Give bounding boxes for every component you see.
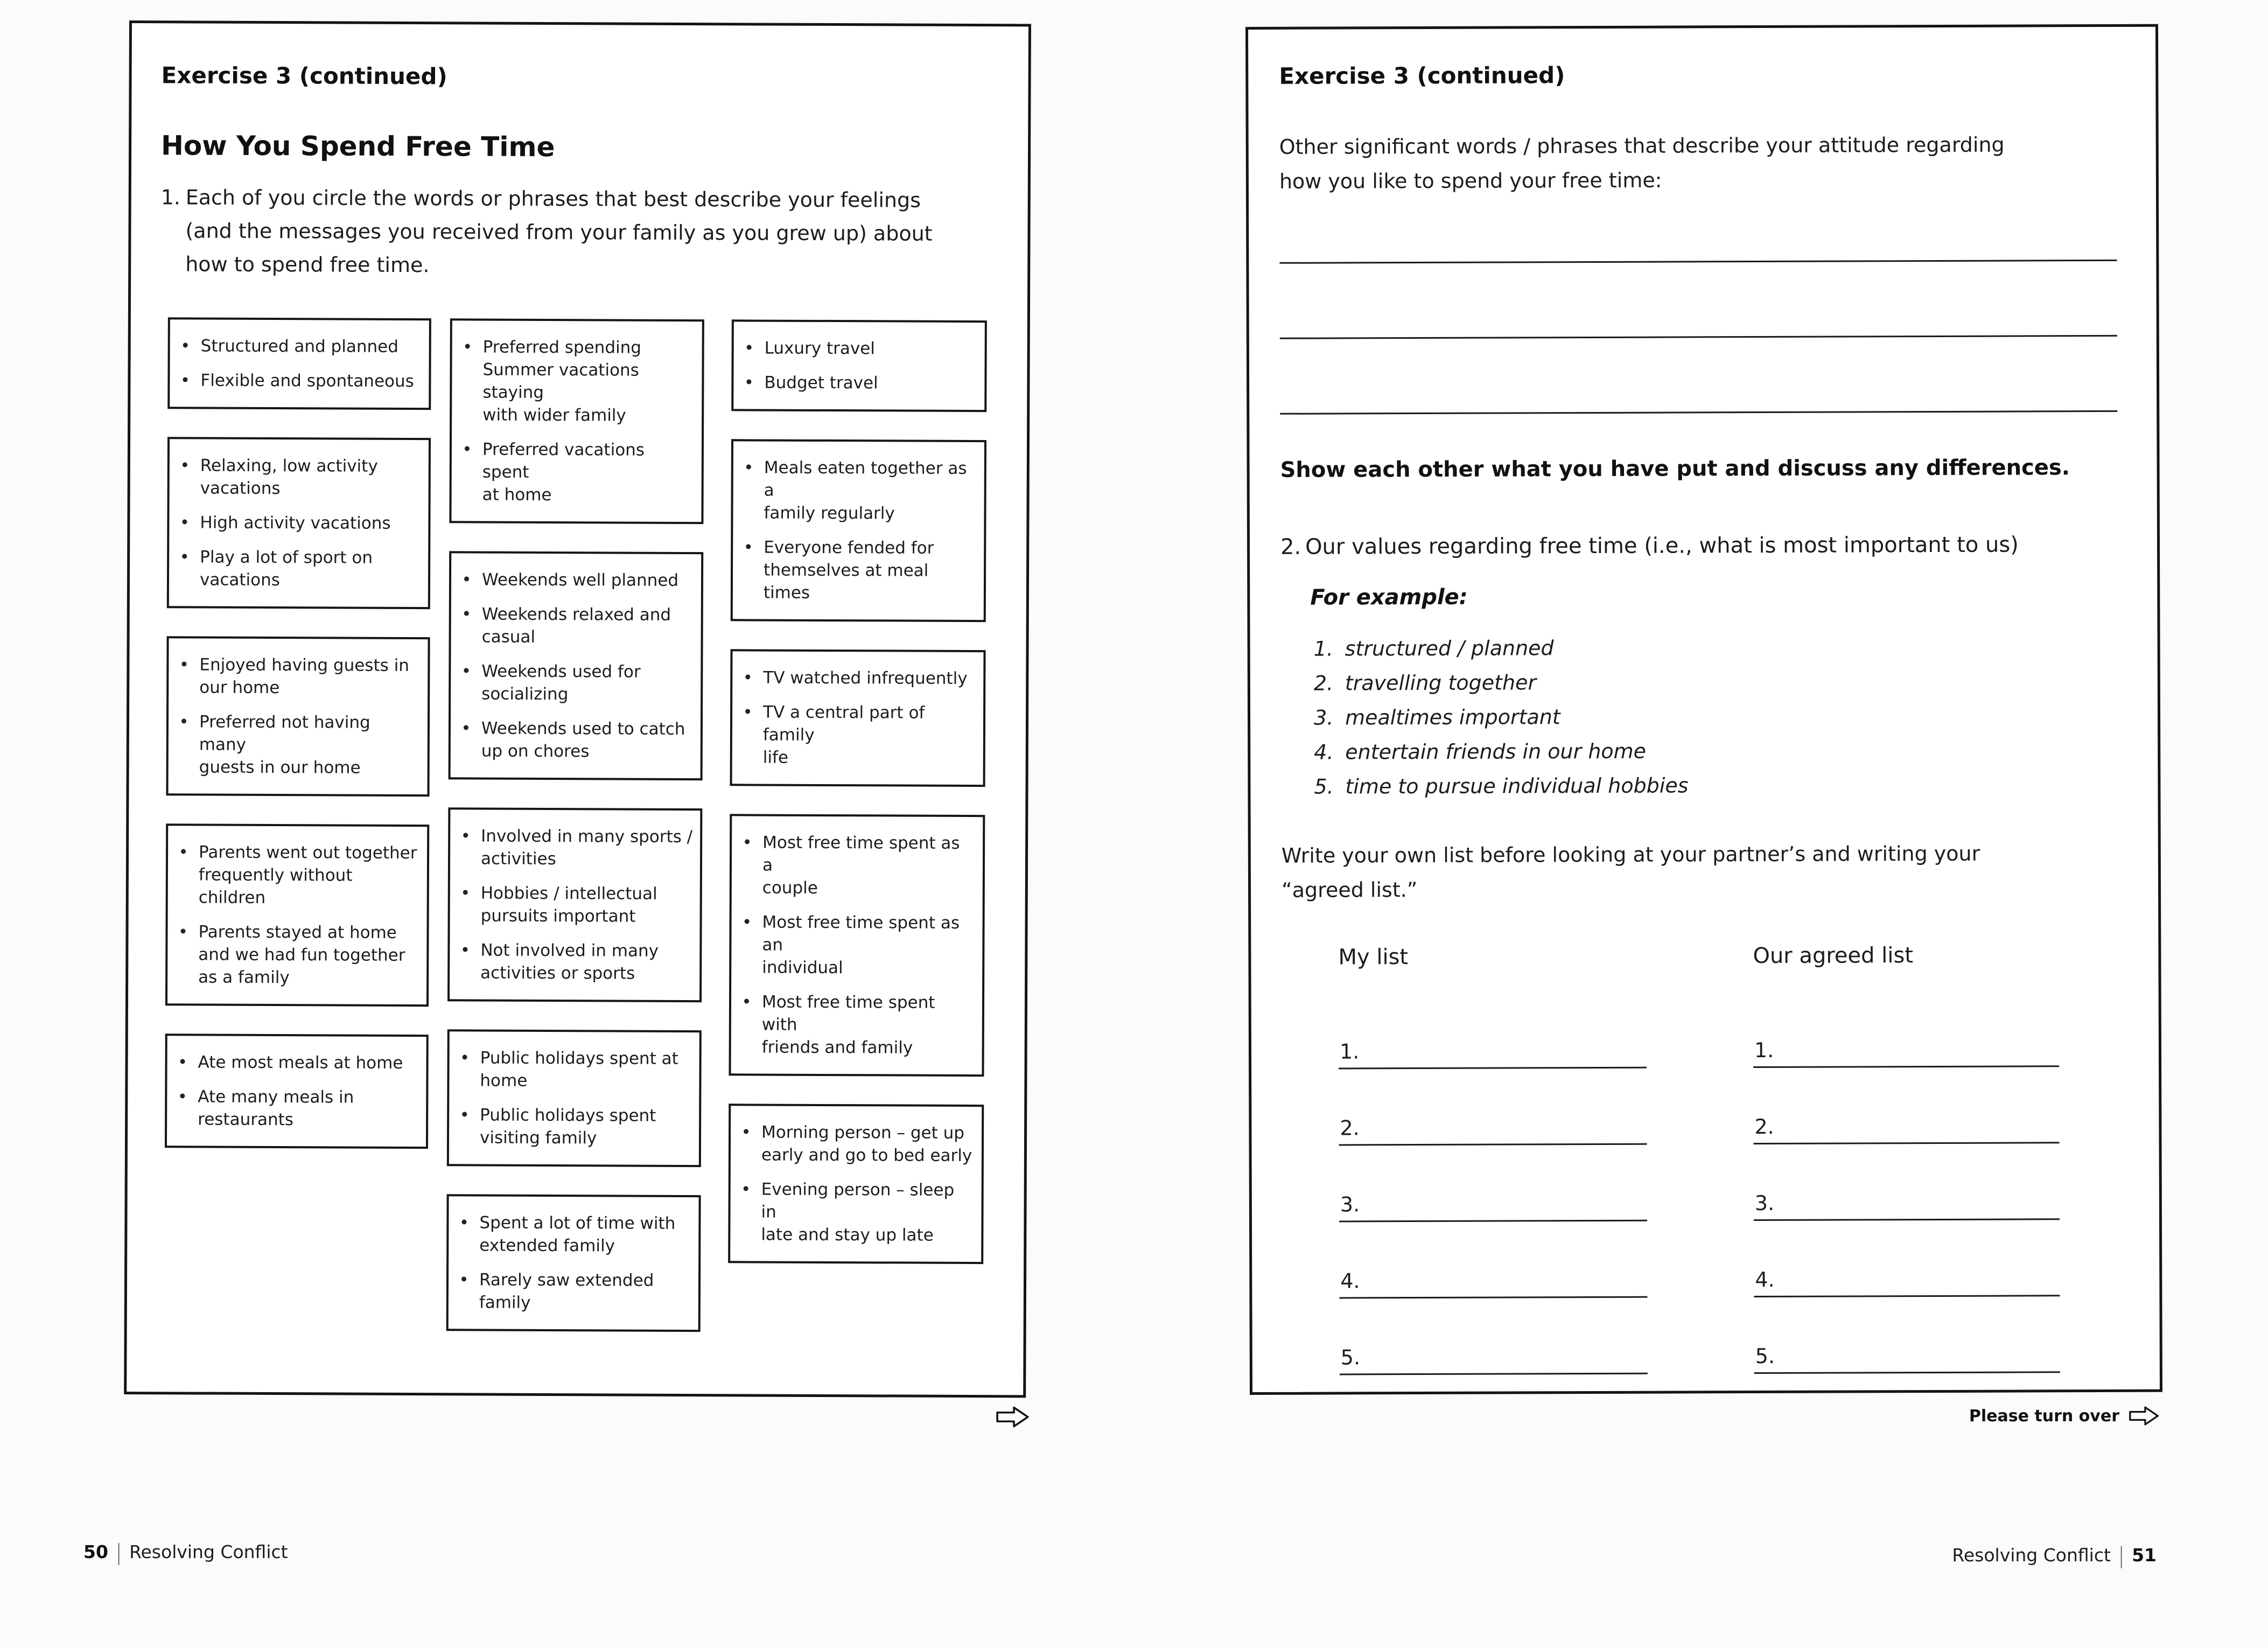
example-number: 2. [1313,671,1334,695]
blank-row-number: 4. [1340,1269,1360,1293]
word-phrase-option[interactable] [167,920,419,989]
word-phrase-text: TV a central part of family life [762,702,925,767]
word-box [728,1104,984,1264]
bullet-icon [464,576,469,581]
blank-fill-line[interactable] [1753,1065,2059,1068]
agreed-list-label: Our agreed list [1753,943,1914,969]
word-phrase-text: Play a lot of sport on vacations [199,547,373,590]
item2-number: 2. [1280,534,1301,560]
word-box [731,439,986,622]
writing-lines-group [1248,27,2155,30]
bullet-icon [464,611,469,616]
word-phrase-option[interactable] [733,371,977,395]
item2-line [1280,532,2145,560]
example-item [1314,773,1688,809]
blank-row-number: 2. [1340,1116,1360,1140]
instruction-line: Each of you circle the words or phrases that best describe your feelings [185,185,921,212]
word-phrase-text: Structured and planned [200,336,398,357]
bullet-icon [746,544,751,549]
blank-writing-line[interactable] [1280,410,2117,415]
word-box [166,636,430,797]
word-box [730,649,986,787]
example-item [1314,739,1688,774]
item2-text: Our values regarding free time (i.e., what is most important to us) [1305,532,2019,560]
word-box [447,1029,702,1167]
word-phrase-text: Parents went out together frequently without children [198,842,417,907]
word-box [167,437,431,609]
blank-fill-line[interactable] [1339,1143,1647,1146]
word-phrase-text: TV watched infrequently [763,668,968,688]
word-phrase-option[interactable] [450,939,692,985]
word-phrase-text: Weekends used to catch up on chores [481,718,685,762]
example-number: 1. [1313,637,1333,661]
word-phrase-option[interactable] [169,653,420,700]
write-own-line: Write your own list before looking at your partner’s and writing your [1281,841,1980,868]
word-box [449,551,704,780]
bullet-icon [463,833,468,837]
left-page-title: How You Spend Free Time [160,130,555,163]
blank-row-number: 5. [1755,1344,1775,1368]
bullet-icon [745,674,750,679]
right-page-header: Exercise 3 (continued) [1279,62,1565,89]
intro-paragraph [1279,127,2119,199]
example-item [1314,670,1688,706]
left-page [124,20,1031,1398]
word-phrase-option[interactable] [168,841,419,910]
word-phrase-text: Budget travel [764,373,878,393]
blank-fill-line[interactable] [1754,1218,2060,1221]
blank-row-number: 2. [1754,1114,1774,1139]
footer-separator: | [2118,1542,2125,1568]
bullet-icon [461,1219,466,1224]
word-phrase-text: Evening person – sleep in late and stay up late [761,1179,955,1245]
bullet-icon [464,668,468,673]
word-phrase-option[interactable] [731,1121,974,1167]
word-phrase-text: Preferred not having many guests in our home [199,712,370,778]
word-box [167,317,431,410]
word-phrase-option[interactable] [449,1268,691,1315]
word-phrase-option[interactable] [169,710,420,779]
blank-fill-line[interactable] [1340,1373,1648,1375]
left-page-number: 50 [83,1541,108,1562]
word-phrase-option[interactable] [451,660,693,706]
word-box [449,318,704,524]
word-phrase-text: Spent a lot of time with extended family [479,1213,676,1256]
word-phrase-text: Most free time spent with friends and family [761,992,935,1058]
word-phrase-text: Ate most meals at home [198,1052,403,1073]
word-phrase-text: Not involved in many activities or sports [480,940,659,983]
word-phrase-option[interactable] [169,511,421,535]
word-phrase-text: Relaxing, low activity vacations [200,456,378,499]
word-phrase-text: Weekends used for socializing [481,661,641,704]
word-phrase-option[interactable] [451,717,693,763]
word-column-3 [728,319,987,1264]
bullet-icon [744,1129,748,1134]
my-list-rows [1339,1017,1648,1401]
please-turn-over [1969,1405,2160,1427]
word-phrase-option[interactable] [449,1046,691,1093]
example-text: entertain friends in our home [1345,739,1647,764]
word-phrase-text: Weekends well planned [481,570,679,590]
blank-list-row [1340,1323,1648,1401]
word-box [165,1034,429,1149]
word-phrase-grid [131,317,1027,1312]
word-box [165,823,429,1007]
word-phrase-option[interactable] [733,456,976,525]
left-page-header: Exercise 3 (continued) [161,62,447,90]
blank-writing-line[interactable] [1280,335,2117,339]
bullet-icon [183,377,187,382]
blank-writing-line[interactable] [1279,260,2117,264]
blank-row-number: 3. [1340,1192,1360,1217]
word-phrase-option[interactable] [732,666,976,690]
word-box [729,814,985,1077]
example-text: time to pursue individual hobbies [1345,773,1689,799]
word-phrase-text: Enjoyed having guests in our home [199,655,409,698]
bullet-icon [463,890,468,895]
bullet-icon [463,1055,467,1059]
example-number: 5. [1314,774,1334,799]
bullet-icon [462,1112,467,1116]
bullet-icon [744,998,749,1003]
word-phrase-option[interactable] [170,454,421,500]
blank-list-row [1754,1245,2060,1323]
word-phrase-text: Most free time spent as an individual [762,912,960,978]
word-phrase-option[interactable] [170,334,422,358]
word-phrase-text: Meals eaten together as a family regularly [764,458,967,523]
word-phrase-option[interactable] [450,882,692,928]
word-phrase-option[interactable] [167,1051,418,1074]
bullet-icon [745,839,750,844]
word-column-1 [165,317,431,1149]
blank-row-number: 1. [1339,1039,1360,1064]
bullet-icon [746,379,751,384]
bullet-icon [465,344,470,348]
bullet-icon [181,718,186,723]
word-phrase-option[interactable] [169,546,421,592]
bullet-icon [746,464,751,469]
right-page-number: 51 [2132,1545,2157,1566]
blank-row-number: 4. [1755,1267,1775,1292]
left-footer [83,1539,288,1565]
bullet-icon [183,462,187,467]
bullet-icon [181,661,186,666]
example-text: mealtimes important [1345,705,1560,730]
word-phrase-option[interactable] [452,438,694,507]
blank-list-row [1339,1017,1647,1095]
blank-fill-line[interactable] [1339,1296,1647,1299]
intro-line: how you like to spend your free time: [1279,168,1662,193]
word-box [731,319,987,412]
bullet-icon [464,725,468,730]
bullet-icon [181,849,186,854]
word-phrase-option[interactable] [730,1178,974,1247]
word-phrase-option[interactable] [732,831,975,900]
next-page-arrow-icon [995,1405,1031,1429]
example-number: 4. [1314,740,1334,764]
bullet-icon [463,947,467,952]
word-phrase-option[interactable] [734,337,977,360]
word-phrase-text: Flexible and spontaneous [200,371,414,392]
word-phrase-text: Luxury travel [764,338,875,359]
intro-line: Other significant words / phrases that describe your attitude regarding [1279,132,2005,159]
word-phrase-text: Most free time spent as a couple [762,833,960,898]
blank-list-row [1339,1170,1647,1248]
bullet-icon [744,1186,748,1191]
agreed-list-rows [1753,1016,2060,1399]
word-phrase-option[interactable] [733,536,976,605]
blank-fill-line[interactable] [1754,1295,2060,1297]
footer-separator: | [115,1539,122,1565]
word-phrase-text: Parents stayed at home and we had fun together as a family [198,922,405,988]
blank-fill-line[interactable] [1754,1142,2060,1144]
word-phrase-option[interactable] [450,825,692,871]
example-number: 3. [1313,706,1334,730]
bullet-icon [180,1093,185,1098]
bullet-icon [747,345,752,350]
word-phrase-option[interactable] [731,990,975,1059]
example-item [1314,704,1688,740]
word-phrase-text: Preferred spending Summer vacations staying with wider family [482,337,642,425]
turn-over-arrow-icon [2128,1405,2160,1427]
example-text: structured / planned [1345,636,1554,661]
word-phrase-option[interactable] [167,1085,418,1132]
right-page [1245,24,2162,1395]
word-phrase-text: Everyone fended for themselves at meal times [763,537,934,603]
bullet-icon [180,928,185,933]
right-footer-title: Resolving Conflict [1952,1545,2111,1566]
blank-fill-line[interactable] [1339,1220,1647,1223]
blank-fill-line[interactable] [1339,1067,1647,1070]
word-phrase-text: Weekends relaxed and casual [481,604,671,647]
word-phrase-text: Morning person – get up early and go to bed early [761,1122,972,1166]
bullet-icon [183,343,188,347]
word-phrase-option[interactable] [452,336,695,427]
blank-list-row [1754,1322,2060,1399]
instruction-paragraph [160,180,1031,284]
word-phrase-option[interactable] [731,911,975,980]
blank-row-number: 1. [1754,1038,1774,1063]
bullet-icon [745,709,750,714]
word-phrase-text: Involved in many sports / activities [480,826,693,869]
word-phrase-option[interactable] [451,568,694,592]
word-phrase-text: Public holidays spent visiting family [479,1105,656,1148]
word-phrase-option[interactable] [732,701,976,770]
left-footer-title: Resolving Conflict [129,1541,288,1562]
bullet-icon [745,919,750,924]
write-own-line: “agreed list.” [1281,878,1418,902]
blank-list-row [1339,1247,1647,1324]
word-phrase-text: Public holidays spent at home [480,1048,678,1091]
blank-fill-line[interactable] [1754,1371,2060,1374]
example-item [1314,636,1688,671]
word-box [446,1194,701,1332]
bullet-icon [465,446,470,451]
word-phrase-text: Preferred vacations spent at home [482,439,645,505]
instruction-number: 1. [160,185,181,210]
example-text: travelling together [1345,671,1537,695]
word-phrase-option[interactable] [449,1104,691,1150]
word-phrase-text: Hobbies / intellectual pursuits important [480,883,657,926]
for-example-label: For example: [1310,584,1468,610]
instruction-line: how to spend free time. [185,252,430,277]
word-phrase-option[interactable] [449,1211,691,1258]
bullet-icon [182,554,187,558]
blank-list-row [1339,1094,1647,1171]
word-box [447,807,702,1002]
please-turn-over-label: Please turn over [1969,1406,2119,1426]
bullet-icon [182,519,187,524]
word-phrase-text: Rarely saw extended family [479,1270,654,1312]
bullet-icon [180,1059,185,1064]
write-own-paragraph [1282,836,2122,907]
word-phrase-text: High activity vacations [200,513,391,533]
word-phrase-option[interactable] [451,603,694,649]
show-each-other-instruction: Show each other what you have put and discuss any differences. [1280,455,2070,483]
word-column-2 [446,318,704,1332]
word-phrase-option[interactable] [170,369,421,393]
bullet-icon [461,1276,466,1281]
blank-list-row [1754,1169,2060,1246]
blank-row-number: 5. [1340,1345,1361,1370]
blank-list-row [1753,1016,2059,1093]
word-phrase-text: Ate many meals in restaurants [198,1087,354,1130]
blank-row-number: 3. [1754,1191,1775,1216]
blank-list-row [1753,1092,2059,1170]
instruction-line: (and the messages you received from your family as you grew up) about [185,219,933,246]
my-list-label: My list [1338,945,1409,970]
right-footer [1952,1542,2157,1568]
example-list [1314,636,1689,809]
